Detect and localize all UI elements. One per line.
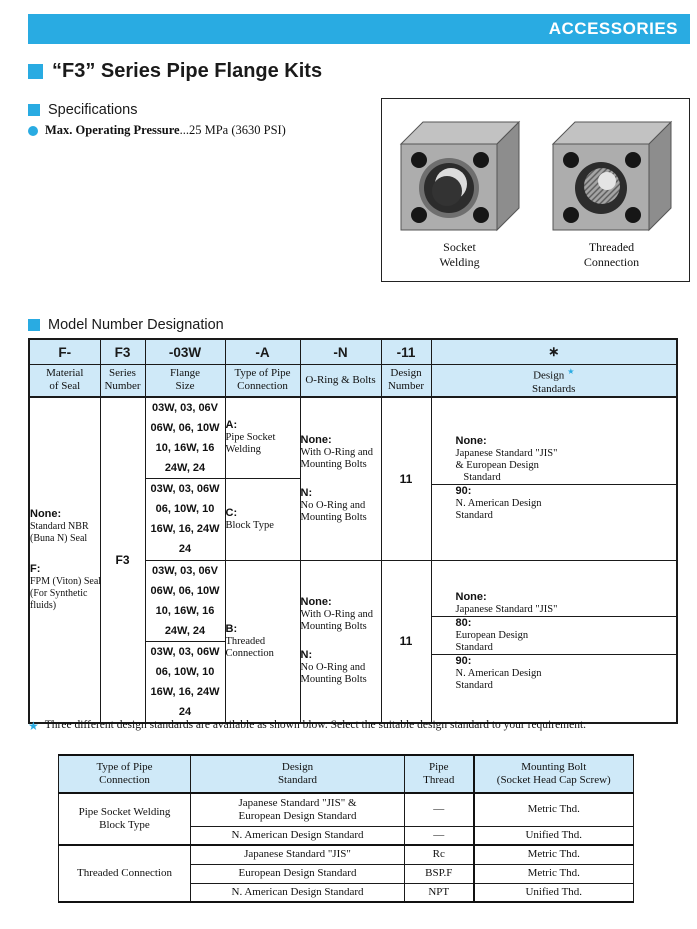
standards-header-row <box>59 755 634 793</box>
caption-socket-welding <box>397 240 523 270</box>
cell-mounting-bolt: Unified Thd. <box>474 826 634 845</box>
cell-design-standard: N. American Design Standard <box>191 826 405 845</box>
design-standard-option: 90: N. American Design Standard <box>432 654 677 692</box>
cell-series-number: F3 <box>100 397 145 723</box>
flange-threaded-connection <box>549 112 675 281</box>
code-oring: -N <box>300 339 381 365</box>
page-title: “F3” Series Pipe Flange Kits <box>52 60 323 82</box>
cell-pipe-thread: BSP.F <box>405 864 474 883</box>
cell-oring-bolts: None: With O-Ring and Mounting Bolts N: No O-Ring and Mounting Bolts <box>300 560 381 723</box>
flange-socket-welding <box>397 112 523 281</box>
section-marker-icon <box>28 64 43 79</box>
header-pipe-thread: Pipe Thread <box>405 755 474 793</box>
page-title-row <box>28 60 322 83</box>
code-design-number: -11 <box>381 339 431 365</box>
design-standard-option: 80: European Design Standard <box>432 616 677 654</box>
star-icon: ★ <box>28 719 39 733</box>
socket-welding-flange-image <box>397 112 523 232</box>
model-number-designation-heading <box>28 317 224 333</box>
header-material-of-seal: Material of Seal <box>29 365 100 397</box>
cell-design-standard: European Design Standard <box>191 864 405 883</box>
design-standard-option: None: Japanese Standard "JIS" <box>455 590 558 615</box>
cell-connection-c: C: Block Type <box>225 478 300 560</box>
section-marker-icon <box>28 104 40 116</box>
specifications-heading <box>28 102 137 118</box>
header-oring-bolts: O-Ring & Bolts <box>300 365 381 397</box>
cell-flange-sizes: 03W, 03, 06V 06W, 06, 10W 10, 16W, 16 24W, 24 <box>145 560 225 641</box>
cell-connection-a: A: Pipe Socket Welding <box>225 397 300 479</box>
cell-design-standard: Japanese Standard "JIS" & European Design Standard <box>191 793 405 826</box>
specifications-label: Specifications <box>48 102 138 118</box>
cell-mounting-bolt: Metric Thd. <box>474 845 634 864</box>
model-label-row <box>29 365 677 397</box>
caption-line: Threaded <box>588 240 635 254</box>
cell-flange-sizes: 03W, 03, 06W 06, 10W, 10 16W, 16, 24W 24 <box>145 478 225 560</box>
cell-design-standards-group2 <box>431 560 677 723</box>
cell-mounting-bolt: Metric Thd. <box>474 793 634 826</box>
cell-flange-sizes: 03W, 03, 06V 06W, 06, 10W 10, 16W, 16 24W, 24 <box>145 397 225 479</box>
cell-connection-b: B: Threaded Connection <box>225 560 300 723</box>
header-design-number: Design Number <box>381 365 431 397</box>
accessories-label: ACCESSORIES <box>548 19 678 38</box>
design-standard-option: 90: N. American Design Standard <box>432 484 677 522</box>
section-marker-icon <box>28 319 40 331</box>
bullet-icon <box>28 126 38 136</box>
code-series: F3 <box>100 339 145 365</box>
cell-connection-type: Pipe Socket Welding Block Type <box>59 793 191 845</box>
max-pressure-text <box>45 123 286 138</box>
cell-mounting-bolt: Metric Thd. <box>474 864 634 883</box>
table-row <box>29 397 677 479</box>
cell-oring-bolts: None: With O-Ring and Mounting Bolts N: No O-Ring and Mounting Bolts <box>300 397 381 561</box>
model-heading-label: Model Number Designation <box>48 317 224 333</box>
star-icon: ★ <box>567 367 575 376</box>
cell-design-number: 11 <box>381 397 431 561</box>
header-type-of-pipe-connection: Type of Pipe Connection <box>59 755 191 793</box>
footnote-text: Three different design standards are available as shown blow. Select the suitable design standard to your requirement. <box>44 719 587 731</box>
cell-design-standards-group1 <box>431 397 677 561</box>
cell-material-of-seal: None: Standard NBR (Buna N) Seal F: FPM (Viton) Seal (For Synthetic fluids) <box>29 397 100 723</box>
cell-connection-type: Threaded Connection <box>59 845 191 902</box>
code-design-standards-asterisk: ∗ <box>431 339 677 365</box>
max-pressure-value: ...25 MPa (3630 PSI) <box>179 123 286 137</box>
max-pressure-row <box>28 123 286 138</box>
product-image-box <box>381 98 690 282</box>
cell-pipe-thread: NPT <box>405 883 474 902</box>
caption-line: Connection <box>583 255 640 269</box>
cell-mounting-bolt: Unified Thd. <box>474 883 634 902</box>
table-row <box>59 793 634 826</box>
model-number-table <box>28 338 678 724</box>
max-pressure-label: Max. Operating Pressure <box>45 123 180 137</box>
code-connection: -A <box>225 339 300 365</box>
cell-design-standard: N. American Design Standard <box>191 883 405 902</box>
threaded-connection-flange-image <box>549 112 675 232</box>
cell-pipe-thread: — <box>405 826 474 845</box>
header-design-standards: Design ★ Standards <box>431 365 677 397</box>
header-type-of-pipe-connection: Type of Pipe Connection <box>225 365 300 397</box>
table-row <box>59 845 634 864</box>
header-design-standard: Design Standard <box>191 755 405 793</box>
cell-pipe-thread: — <box>405 793 474 826</box>
cell-design-number: 11 <box>381 560 431 723</box>
design-standards-footnote <box>28 719 678 733</box>
model-code-row <box>29 339 677 365</box>
accessories-banner <box>28 14 690 44</box>
code-flange: -03W <box>145 339 225 365</box>
cell-pipe-thread: Rc <box>405 845 474 864</box>
design-standards-table <box>58 754 634 903</box>
cell-design-standard: Japanese Standard "JIS" <box>191 845 405 864</box>
code-material: F- <box>29 339 100 365</box>
header-mounting-bolt: Mounting Bolt (Socket Head Cap Screw) <box>474 755 634 793</box>
design-standard-option: None: Japanese Standard "JIS" & European Design Standard <box>455 435 558 484</box>
caption-line: Welding <box>439 255 480 269</box>
caption-line: Socket <box>443 240 476 254</box>
header-series-number: Series Number <box>100 365 145 397</box>
header-flange-size: Flange Size <box>145 365 225 397</box>
caption-threaded-connection <box>549 240 675 270</box>
cell-flange-sizes: 03W, 03, 06W 06, 10W, 10 16W, 16, 24W 24 <box>145 641 225 723</box>
